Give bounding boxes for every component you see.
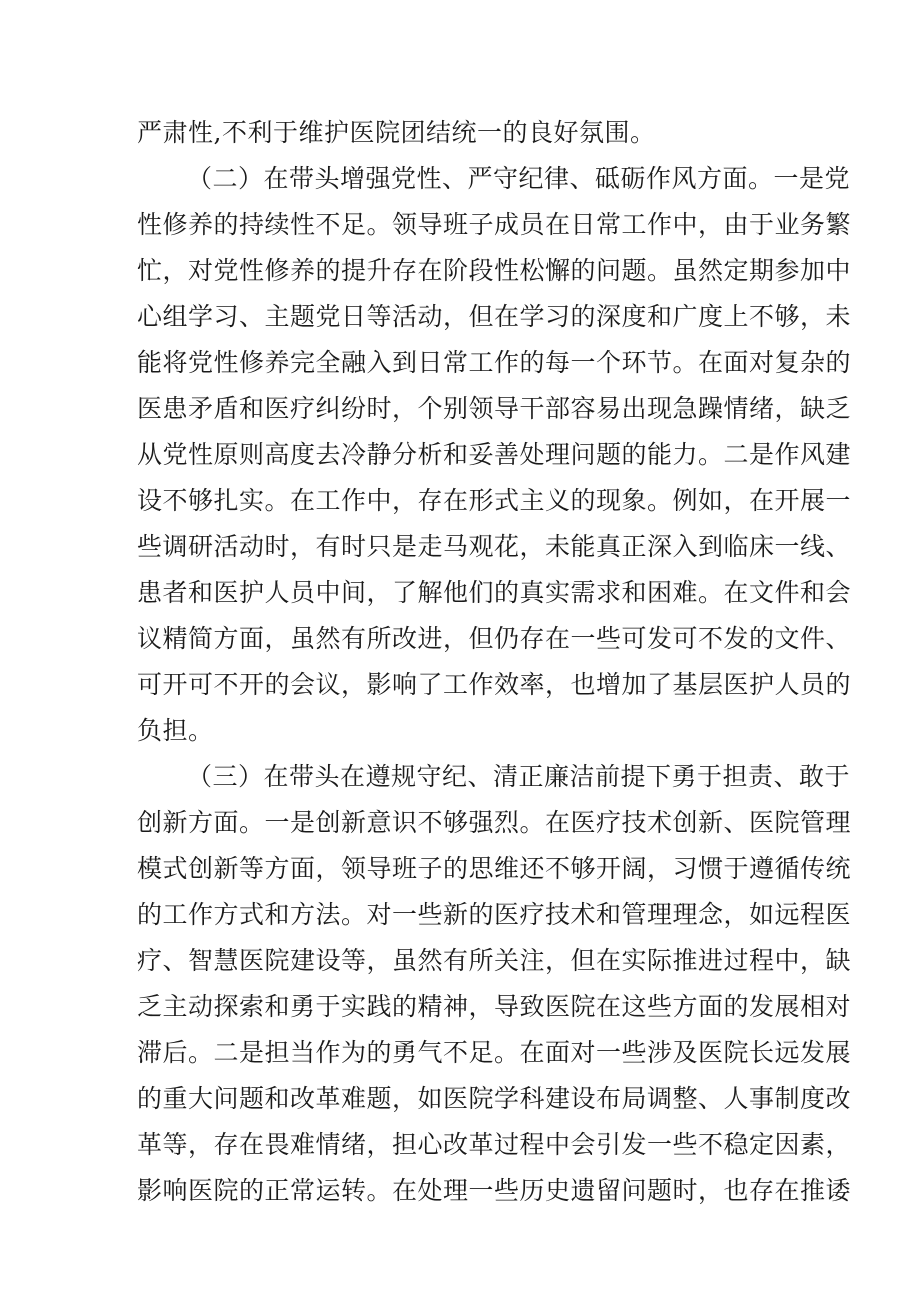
text-line: 负担。 <box>137 716 214 745</box>
text-line: 医患矛盾和医疗纠纷时，个别领导干部容易出现急躁情绪，缺乏 <box>137 394 852 423</box>
text-line: 可开可不开的会议，影响了工作效率，也增加了基层医护人员的 <box>137 670 852 699</box>
paragraph-heading-line: （三）在带头在遵规守纪、清正廉洁前提下勇于担责、敢于 <box>187 762 851 791</box>
text-line: 影响医院的正常运转。在处理一些历史遗留问题时，也存在推诿 <box>137 1176 852 1205</box>
text-line: 忙，对党性修养的提升存在阶段性松懈的问题。虽然定期参加中 <box>137 256 852 285</box>
text-line: 患者和医护人员中间，了解他们的真实需求和困难。在文件和会 <box>137 578 852 607</box>
text-line: 些调研活动时，有时只是走马观花，未能真正深入到临床一线、 <box>137 532 852 561</box>
text-line: 疗、智慧医院建设等，虽然有所关注，但在实际推进过程中，缺 <box>137 946 852 975</box>
text-line: 从党性原则高度去冷静分析和妥善处理问题的能力。二是作风建 <box>137 440 852 469</box>
text-line: 议精简方面，虽然有所改进，但仍存在一些可发可不发的文件、 <box>137 624 852 653</box>
text-line: 心组学习、主题党日等活动，但在学习的深度和广度上不够，未 <box>137 302 852 331</box>
text-line: 模式创新等方面，领导班子的思维还不够开阔，习惯于遵循传统 <box>137 854 852 883</box>
text-line: 滞后。二是担当作为的勇气不足。在面对一些涉及医院长远发展 <box>137 1038 852 1067</box>
text-line: 严肃性,不利于维护医院团结统一的良好氛围。 <box>137 118 656 147</box>
text-line: 乏主动探索和勇于实践的精神，导致医院在这些方面的发展相对 <box>137 992 852 1021</box>
text-line: 创新方面。一是创新意识不够强烈。在医疗技术创新、医院管理 <box>137 808 852 837</box>
text-line: 的工作方式和方法。对一些新的医疗技术和管理理念，如远程医 <box>137 900 852 929</box>
paragraph-heading-line: （二）在带头增强党性、严守纪律、砥砺作风方面。一是党 <box>187 164 851 193</box>
text-line: 能将党性修养完全融入到日常工作的每一个环节。在面对复杂的 <box>137 348 852 377</box>
text-line: 性修养的持续性不足。领导班子成员在日常工作中，由于业务繁 <box>137 210 852 239</box>
text-line: 的重大问题和改革难题，如医院学科建设布局调整、人事制度改 <box>137 1084 852 1113</box>
text-line: 设不够扎实。在工作中，存在形式主义的现象。例如，在开展一 <box>137 486 852 515</box>
text-line: 革等，存在畏难情绪，担心改革过程中会引发一些不稳定因素， <box>137 1130 852 1159</box>
